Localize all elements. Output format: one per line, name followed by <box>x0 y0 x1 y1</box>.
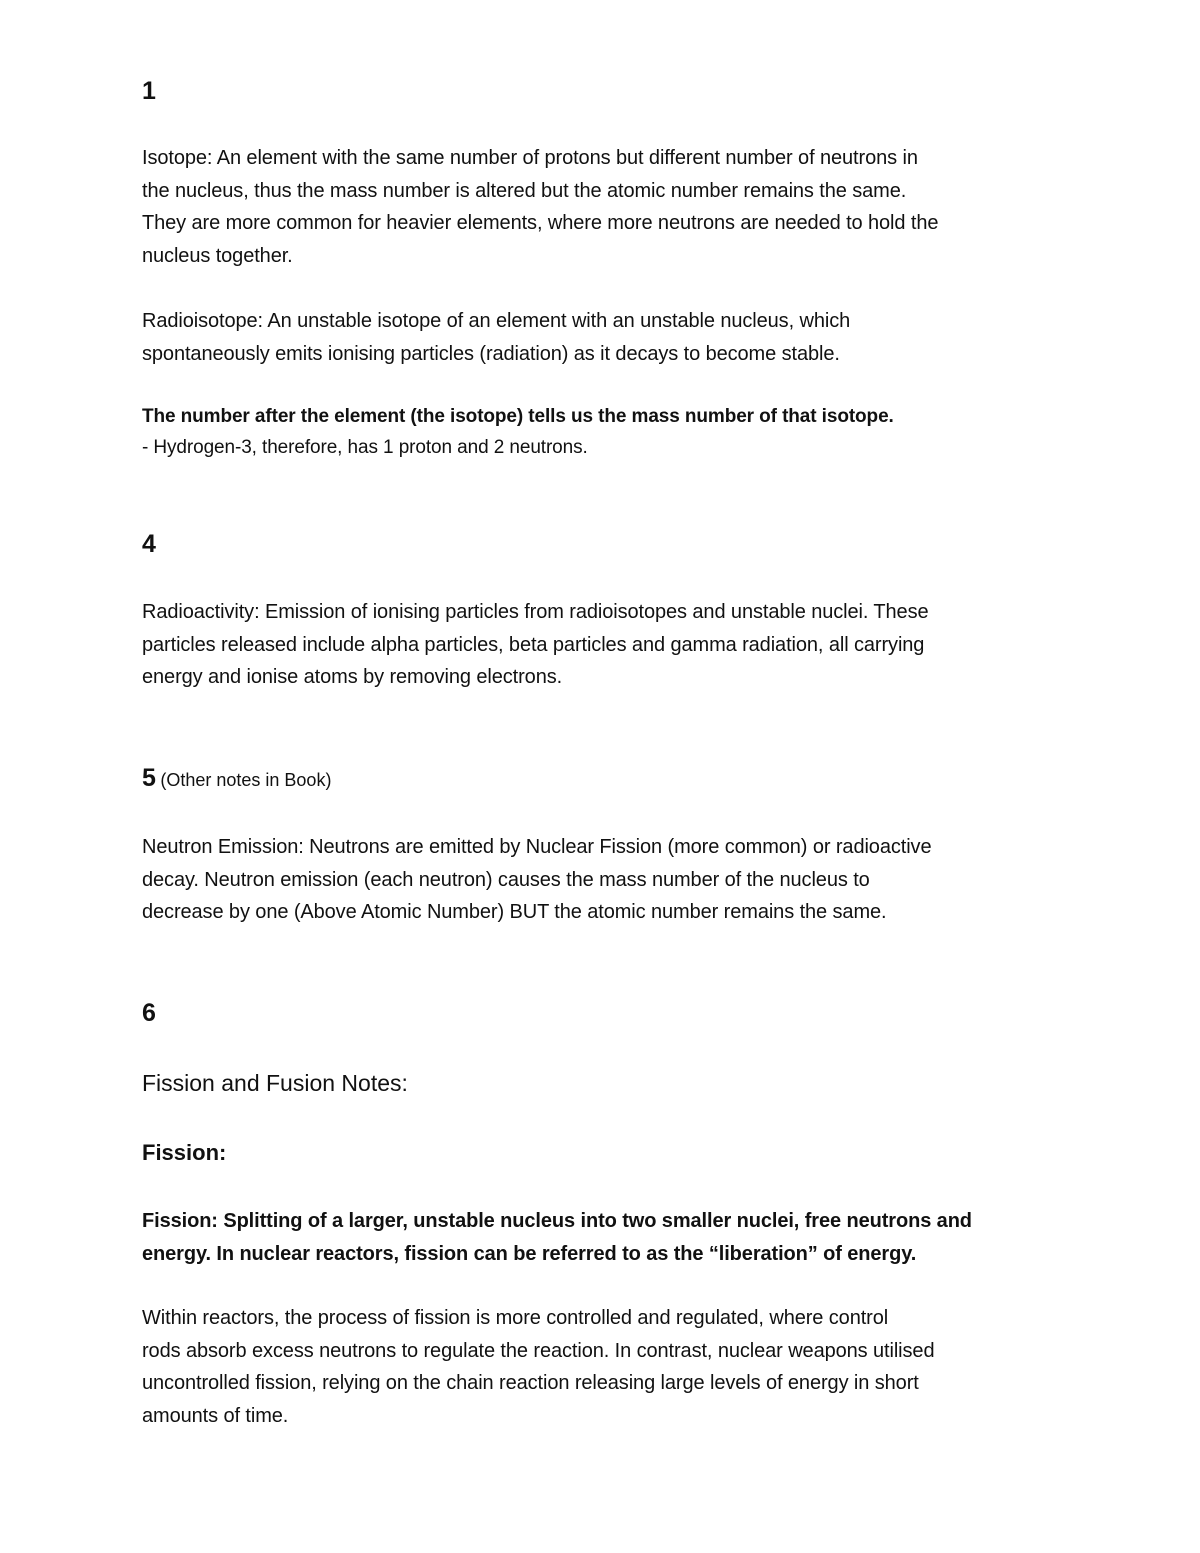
fission-fusion-notes-title: Fission and Fusion Notes: <box>142 1070 408 1096</box>
radioisotope-paragraph <box>142 305 1072 370</box>
fission-definition-line-2: energy. In nuclear reactors, fission can be referred to as the “liberation” of energy. <box>142 1242 917 1265</box>
radioactivity-line-1: Radioactivity: Emission of ionising particles from radioisotopes and unstable nuclei. These <box>142 601 929 623</box>
radioactivity-line-2: particles released include alpha particles, beta particles and gamma radiation, all carrying <box>142 633 925 656</box>
other-notes-aside: (Other notes in Book) <box>160 770 332 790</box>
isotope-line-2: the nucleus, thus the mass number is altered but the atomic number remains the same. <box>142 179 907 202</box>
mass-number-note: The number after the element (the isotope) tells us the mass number of that isotope. <box>142 406 894 427</box>
reactors-paragraph <box>142 1302 1072 1432</box>
section-number-6: 6 <box>142 999 156 1027</box>
reactors-line-2: rods absorb excess neutrons to regulate the reaction. In contrast, nuclear weapons utilised <box>142 1339 935 1362</box>
neutron-emission-paragraph <box>142 831 1072 929</box>
neutron-emission-line-1: Neutron Emission: Neutrons are emitted by Nuclear Fission (more common) or radioactive <box>142 836 932 858</box>
isotope-line-4: nucleus together. <box>142 244 293 267</box>
radioactivity-paragraph <box>142 596 1072 694</box>
radioisotope-line-1: Radioisotope: An unstable isotope of an element with an unstable nucleus, which <box>142 310 851 332</box>
fission-definition-line-1: Fission: Splitting of a larger, unstable nucleus into two smaller nuclei, free neutrons and <box>142 1210 972 1232</box>
reactors-line-4: amounts of time. <box>142 1404 289 1427</box>
isotope-line-1: Isotope: An element with the same number of protons but different number of neutrons in <box>142 147 918 169</box>
radioactivity-line-3: energy and ionise atoms by removing electrons. <box>142 666 563 688</box>
isotope-line-3: They are more common for heavier elements, where more neutrons are needed to hold the <box>142 212 939 234</box>
isotope-paragraph <box>142 142 1072 272</box>
section-5-header <box>142 763 1072 793</box>
radioisotope-line-2: spontaneously emits ionising particles (radiation) as it decays to become stable. <box>142 342 840 365</box>
fission-definition-paragraph <box>142 1205 1072 1270</box>
section-number-1: 1 <box>142 77 156 105</box>
reactors-line-1: Within reactors, the process of fission is more controlled and regulated, where control <box>142 1307 889 1329</box>
reactors-line-3: uncontrolled fission, relying on the chain reaction releasing large levels of energy in short <box>142 1372 919 1394</box>
hydrogen-example: - Hydrogen-3, therefore, has 1 proton and 2 neutrons. <box>142 437 588 458</box>
fission-heading: Fission: <box>142 1140 227 1165</box>
section-number-5: 5 <box>142 764 156 792</box>
neutron-emission-line-3: decrease by one (Above Atomic Number) BUT the atomic number remains the same. <box>142 901 887 923</box>
neutron-emission-line-2: decay. Neutron emission (each neutron) causes the mass number of the nucleus to <box>142 868 870 891</box>
section-number-4: 4 <box>142 530 156 558</box>
